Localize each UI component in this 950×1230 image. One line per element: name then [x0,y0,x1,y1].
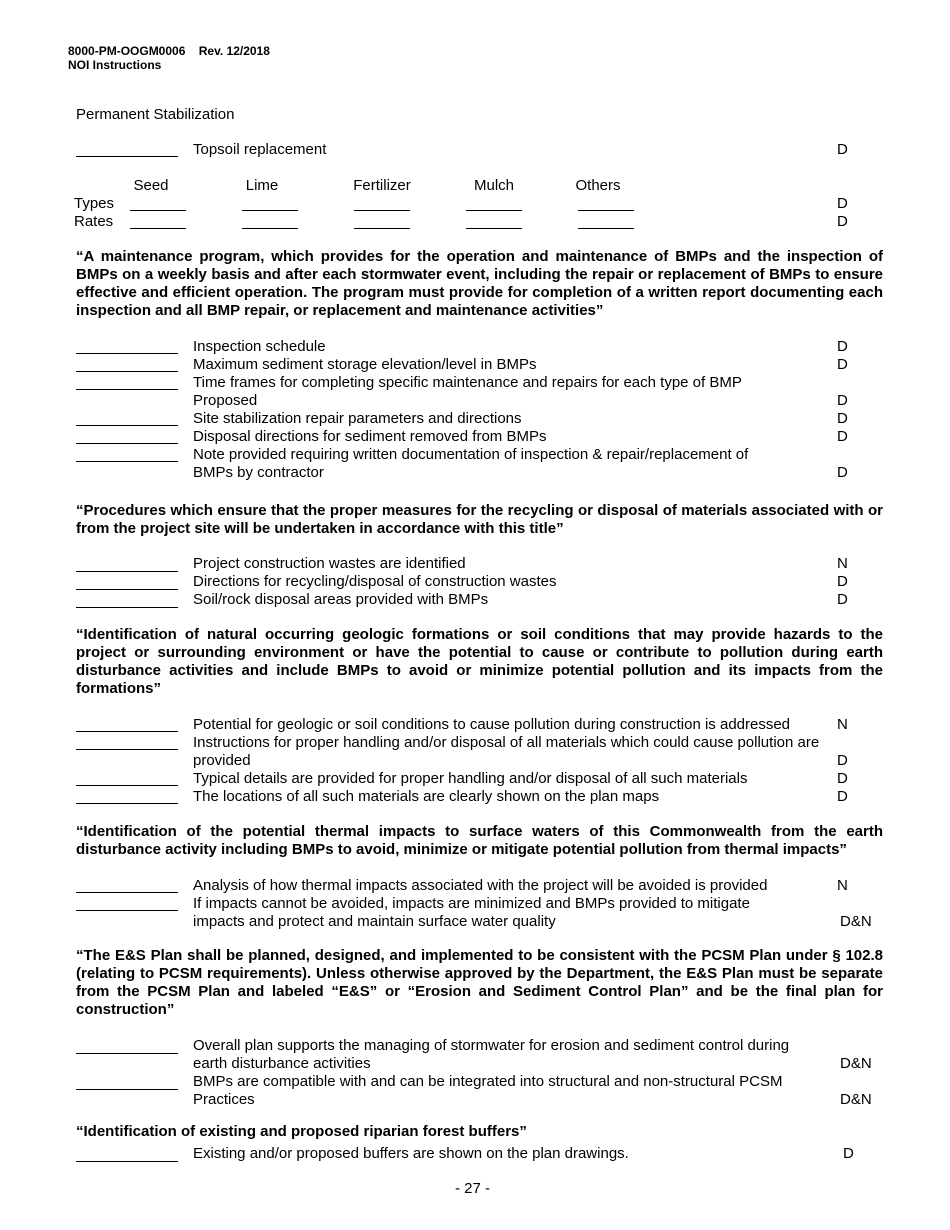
topsoil-blank[interactable] [76,156,178,157]
maint-code-6: D [837,464,848,481]
maint-item-5: Disposal directions for sediment removed from BMPs [193,428,547,445]
rates-label: Rates [74,213,114,230]
geo-item-1: Potential for geologic or soil conditions to cause pollution during construction is addressed [193,716,791,733]
recycle-blank-1[interactable] [76,571,178,572]
page-number: - 27 - [455,1180,491,1197]
recycle-item-3: Soil/rock disposal areas provided with BMPs [193,591,489,608]
maintenance-heading: “A maintenance program, which provides for the operation and maintenance of BMPs and the inspection of BMPs on a weekly basis and after each stormwater event, including the repair or replacement of BMPs to ensure effective and efficient operation. The program must provide for completion of a written report documenting each inspection and all BMP repair, or replacement and maintenance activities” [76,248,883,319]
maint-blank-5[interactable] [76,443,178,444]
doc-revision: Rev. 12/2018 [198,44,270,58]
es-blank-2[interactable] [76,1089,178,1090]
col-mulch: Mulch [473,177,514,194]
document-header [68,44,270,72]
riparian-blank-1[interactable] [76,1161,178,1162]
rates-fertilizer-blank[interactable] [354,228,410,229]
col-lime: Lime [245,177,279,194]
maint-code-3: D [837,392,848,409]
maint-blank-6[interactable] [76,461,178,462]
maint-blank-2[interactable] [76,371,178,372]
recycle-code-2: D [837,573,848,590]
recycle-code-1: N [837,555,848,572]
geo-blank-3[interactable] [76,785,178,786]
thermal-blank-2[interactable] [76,910,178,911]
geologic-heading: “Identification of natural occurring geologic formations or soil conditions that may provide hazards to the project or surrounding environment or have the potential to cause or contribute to pollution during earth disturbance activities and include BMPs to avoid or minimize potential pollution and its impacts from the formations” [76,626,883,697]
types-fertilizer-blank[interactable] [354,210,410,211]
geo-item-4: The locations of all such materials are clearly shown on the plan maps [193,788,660,805]
col-seed: Seed [133,177,169,194]
thermal-code-2: D&N [840,913,872,930]
riparian-heading: “Identification of existing and proposed riparian forest buffers” [76,1123,527,1140]
types-mulch-blank[interactable] [466,210,522,211]
doc-id-line [68,44,270,58]
geo-code-3: D [837,770,848,787]
types-label: Types [74,195,115,212]
rates-mulch-blank[interactable] [466,228,522,229]
topsoil-label: Topsoil replacement [193,141,327,158]
maint-blank-3[interactable] [76,389,178,390]
recycle-code-3: D [837,591,848,608]
rates-others-blank[interactable] [578,228,634,229]
maint-blank-4[interactable] [76,425,178,426]
doc-subtitle: NOI Instructions [68,58,162,72]
recycle-blank-3[interactable] [76,607,178,608]
maint-code-4: D [837,410,848,427]
es-plan-heading: “The E&S Plan shall be planned, designed, and implemented to be consistent with the PCSM Plan under § 102.8 (relating to PCSM requirements). Unless otherwise approved by the Department, the E&S Plan must be separate from the PCSM Plan and labeled “E&S” or “Erosion and Sediment Control Plan” and be the final plan for construction” [76,947,883,1018]
geo-code-4: D [837,788,848,805]
geo-item-2: Instructions for proper handling and/or disposal of all materials which could cause pollution are provided [193,734,820,769]
thermal-item-1: Analysis of how thermal impacts associated with the project will be avoided is provided [193,877,768,894]
es-item-2: BMPs are compatible with and can be integrated into structural and non-structural PCSM Practices [193,1073,783,1108]
types-seed-blank[interactable] [130,210,186,211]
maint-item-4: Site stabilization repair parameters and directions [193,410,522,427]
geo-blank-1[interactable] [76,731,178,732]
geo-code-2: D [837,752,848,769]
maint-item-6: Note provided requiring written documentation of inspection & repair/replacement of BMPs by contractor [193,446,749,481]
maint-code-5: D [837,428,848,445]
recycle-item-2: Directions for recycling/disposal of construction wastes [193,573,557,590]
geo-item-3: Typical details are provided for proper handling and/or disposal of all such materials [193,770,748,787]
thermal-item-2: If impacts cannot be avoided, impacts are minimized and BMPs provided to mitigate impacts and protect and maintain surface water quality [193,895,750,930]
maint-item-2: Maximum sediment storage elevation/level in BMPs [193,356,537,373]
recycle-item-1: Project construction wastes are identified [193,555,466,572]
types-lime-blank[interactable] [242,210,298,211]
maint-blank-1[interactable] [76,353,178,354]
maint-code-2: D [837,356,848,373]
maint-item-1: Inspection schedule [193,338,326,355]
col-others: Others [575,177,621,194]
types-code: D [837,195,848,212]
recycling-heading: “Procedures which ensure that the proper measures for the recycling or disposal of materials associated with or from the project site will be undertaken in accordance with this title” [76,502,883,537]
maint-item-3: Time frames for completing specific maintenance and repairs for each type of BMP Proposed [193,374,742,409]
doc-number: 8000-PM-OOGM0006 [68,44,186,58]
thermal-blank-1[interactable] [76,892,178,893]
topsoil-code: D [837,141,848,158]
es-code-1: D&N [840,1055,872,1072]
rates-seed-blank[interactable] [130,228,186,229]
permanent-heading: Permanent Stabilization [76,106,235,123]
recycle-blank-2[interactable] [76,589,178,590]
es-code-2: D&N [840,1091,872,1108]
es-blank-1[interactable] [76,1053,178,1054]
col-fertilizer: Fertilizer [353,177,411,194]
geo-code-1: N [837,716,848,733]
maint-code-1: D [837,338,848,355]
riparian-item-1: Existing and/or proposed buffers are shown on the plan drawings. [193,1145,629,1162]
types-others-blank[interactable] [578,210,634,211]
geo-blank-4[interactable] [76,803,178,804]
rates-lime-blank[interactable] [242,228,298,229]
thermal-heading: “Identification of the potential thermal impacts to surface waters of this Commonwealth from the earth disturbance activity including BMPs to avoid, minimize or mitigate potential pollution from thermal impacts” [76,823,883,858]
riparian-code-1: D [843,1145,854,1162]
rates-code: D [837,213,848,230]
es-item-1: Overall plan supports the managing of stormwater for erosion and sediment control during earth disturbance activities [193,1037,790,1072]
geo-blank-2[interactable] [76,749,178,750]
thermal-code-1: N [837,877,848,894]
